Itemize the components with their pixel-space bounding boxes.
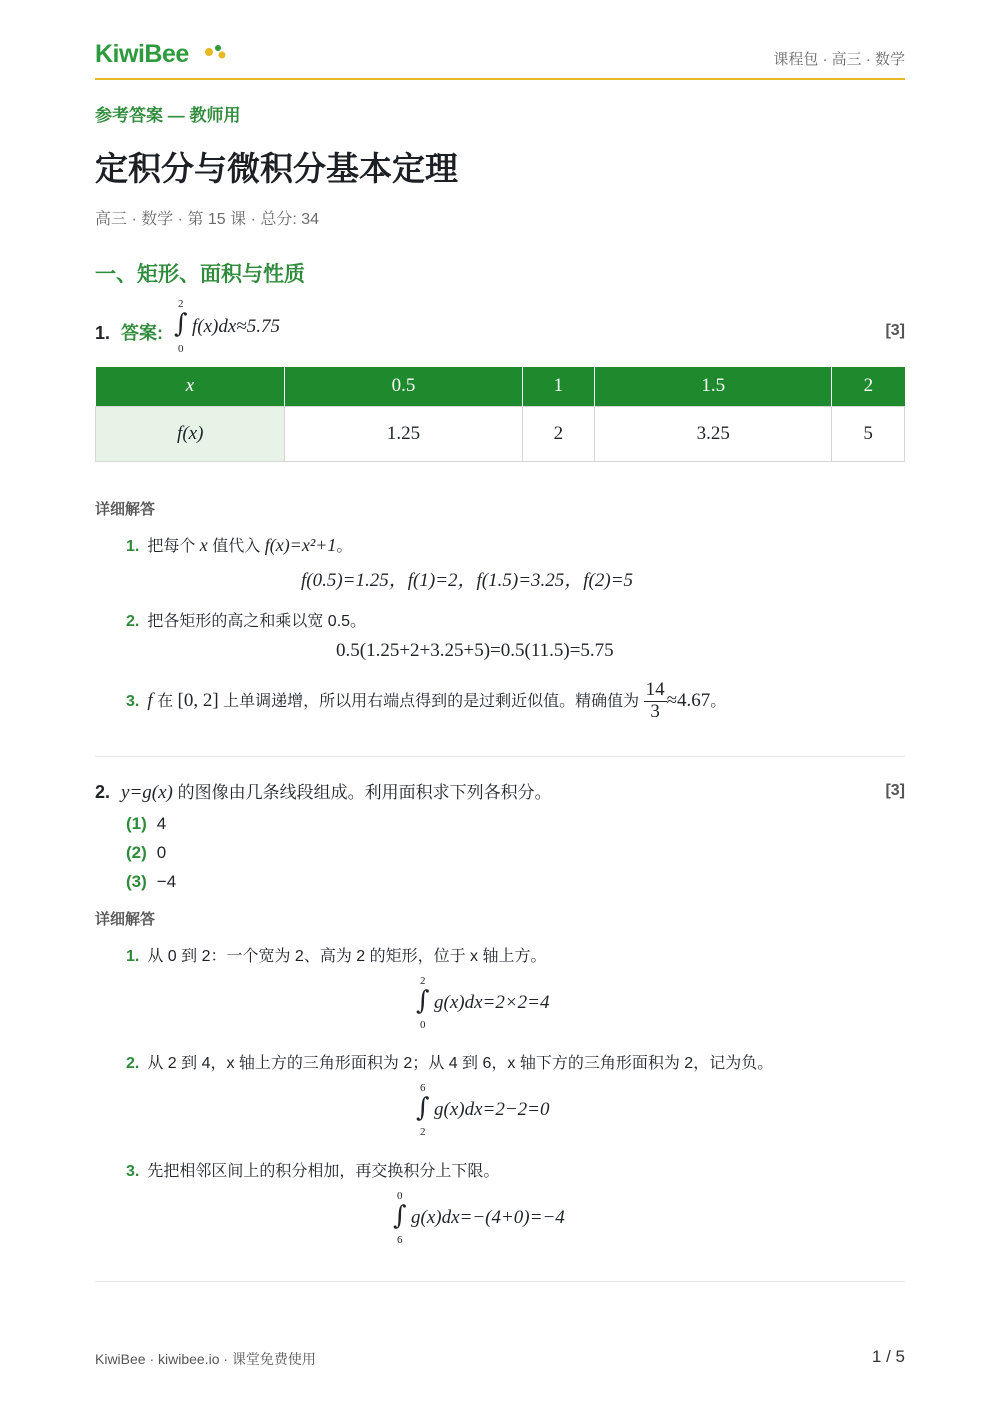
equation: 0.5(1.25+2+3.25+5)=0.5(11.5)=5.75 — [336, 640, 614, 661]
table-row-label: f(x) — [96, 406, 285, 461]
upper-limit: 2 — [178, 298, 184, 310]
step-text: 。 — [336, 538, 353, 555]
question-number: 2. — [95, 782, 111, 802]
table-header-cell: 1 — [522, 367, 595, 406]
upper-limit: 6 — [420, 1082, 426, 1094]
step-text: 把各矩形的高之和乘以宽 0.5。 — [147, 613, 367, 630]
sub-answer — [126, 814, 166, 834]
step-text: 把每个 — [147, 538, 200, 555]
lesson-meta: 高三 · 数学 · 第 15 课 · 总分: 34 — [95, 211, 320, 228]
math-var: f — [147, 690, 153, 711]
math-var: x — [199, 535, 208, 555]
solution-step — [126, 608, 366, 631]
page-number: 1 / 5 — [871, 1347, 905, 1366]
marks-badge: [3] — [885, 322, 905, 339]
fraction-denominator: 3 — [650, 701, 660, 723]
question-1 — [95, 319, 163, 345]
table-header-cell: 0.5 — [285, 367, 522, 406]
integrand: g(x)dx=2×2=4 — [434, 992, 550, 1013]
question-2 — [95, 778, 552, 804]
integral-sign: ∫ — [416, 986, 430, 1016]
step-number: 3. — [126, 1163, 140, 1180]
table-cell: 1.25 — [285, 406, 522, 461]
table-header-row — [96, 367, 905, 406]
math-approx: ≈4.67 — [666, 690, 711, 711]
table-header-cell: 2 — [832, 367, 905, 406]
divider — [95, 756, 905, 757]
integral-sign: ∫ — [393, 1201, 407, 1231]
part-value: −4 — [156, 872, 177, 891]
fraction-numerator: 14 — [645, 679, 665, 701]
detailed-solution-label: 详细解答 — [95, 911, 156, 928]
marks-badge: [3] — [885, 782, 905, 799]
lower-limit: 2 — [420, 1126, 426, 1138]
table-header-cell: 1.5 — [595, 367, 832, 406]
table-row — [96, 406, 905, 461]
table-cell: 5 — [832, 406, 905, 461]
math-interval: [0, 2] — [177, 690, 219, 711]
step-number: 1. — [126, 948, 140, 965]
sub-answer — [126, 872, 176, 892]
math-expr: f(x)=x²+1 — [264, 535, 337, 555]
table-cell: 2 — [522, 406, 595, 461]
question-number: 1. — [95, 323, 111, 343]
step-number: 2. — [126, 1055, 140, 1072]
part-label: (1) — [126, 814, 147, 833]
upper-limit: 0 — [397, 1190, 403, 1202]
solution-step — [126, 676, 726, 727]
step-text: 从 0 到 2：一个宽为 2、高为 2 的矩形，位于 x 轴上方。 — [147, 948, 547, 965]
question-prompt: 的图像由几条线段组成。利用面积求下列各积分。 — [172, 783, 552, 802]
lower-limit: 0 — [178, 343, 184, 355]
step-number: 2. — [126, 613, 140, 630]
part-label: (3) — [126, 872, 147, 891]
step-number: 3. — [126, 693, 140, 710]
footer-credit: KiwiBee · kiwibee.io · 课堂免费使用 — [95, 1351, 316, 1367]
math-expr: y=g(x) — [121, 782, 173, 803]
integrand: f(x)dx≈5.75 — [192, 316, 280, 337]
solution-step — [126, 1158, 499, 1181]
section-heading: 一、矩形、面积与性质 — [95, 263, 305, 286]
lower-limit: 0 — [420, 1019, 426, 1031]
divider — [95, 1281, 905, 1282]
step-text: 值代入 — [207, 538, 265, 555]
integrand: g(x)dx=2−2=0 — [434, 1099, 550, 1120]
upper-limit: 2 — [420, 975, 426, 987]
table-cell: 3.25 — [595, 406, 832, 461]
part-value: 0 — [156, 843, 167, 862]
sub-answer — [126, 843, 166, 863]
part-value: 4 — [156, 814, 167, 833]
lower-limit: 6 — [397, 1234, 403, 1246]
kiwibee-logo: KiwiBee — [95, 40, 189, 68]
answer-key-label: 参考答案 — 教师用 — [95, 106, 241, 125]
table-header-cell: x — [96, 367, 285, 406]
step-text: 先把相邻区间上的积分相加，再交换积分上下限。 — [147, 1163, 500, 1180]
step-number: 1. — [126, 538, 140, 555]
solution-step — [126, 1050, 773, 1073]
equation: f(0.5)=1.25，f(1)=2，f(1.5)=3.25，f(2)=5 — [301, 570, 634, 591]
step-text: 。 — [710, 693, 727, 710]
bee-dots-icon — [203, 42, 227, 60]
step-text: 上单调递增，所以用右端点得到的是过剩近似值。精确值为 — [218, 693, 644, 710]
page-title: 定积分与微积分基本定理 — [95, 150, 458, 187]
integrand: g(x)dx=−(4+0)=−4 — [411, 1207, 565, 1228]
solution-step — [126, 943, 547, 966]
breadcrumb: 课程包 · 高三 · 数学 — [773, 51, 905, 68]
step-text: 在 — [152, 693, 178, 710]
values-table — [95, 367, 905, 462]
fraction — [644, 680, 667, 723]
solution-step — [126, 533, 352, 556]
answer-label: 答案: — [121, 323, 164, 343]
integral-sign: ∫ — [174, 309, 188, 339]
detailed-solution-label: 详细解答 — [95, 501, 156, 518]
part-label: (2) — [126, 843, 147, 862]
step-text: 从 2 到 4，x 轴上方的三角形面积为 2；从 4 到 6，x 轴下方的三角形面积为 2，记为负。 — [147, 1055, 774, 1072]
page-header — [95, 36, 905, 80]
integral-sign: ∫ — [416, 1093, 430, 1123]
